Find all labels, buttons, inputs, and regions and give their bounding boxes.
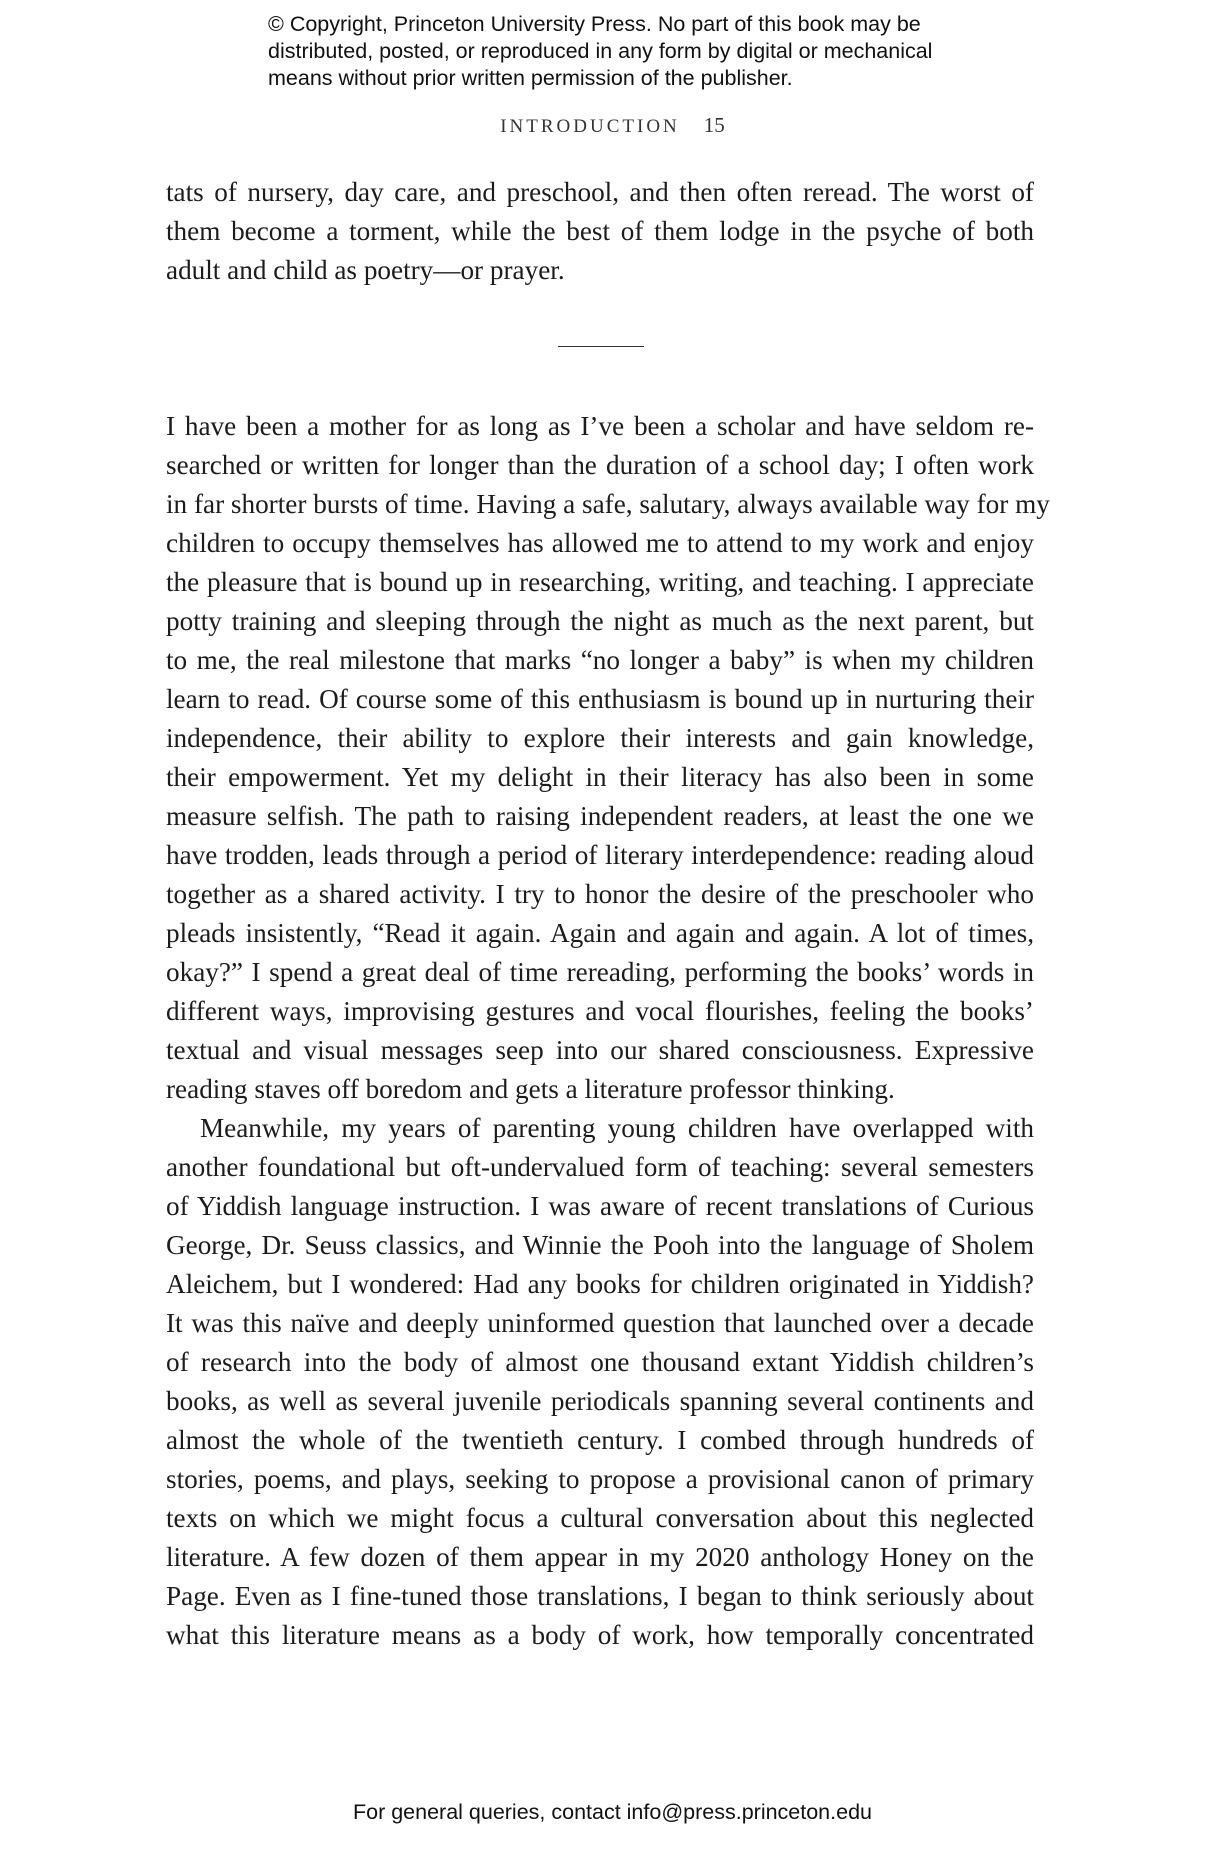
text-line: potty training and sleeping through the night as much as the next parent, but — [166, 606, 1034, 636]
text-line: okay?” I spend a great deal of time rereading, performing the books’ words in — [166, 957, 1034, 987]
text-line: the pleasure that is bound up in researching, writing, and teaching. I appreciate — [166, 567, 1034, 597]
text-line: literature. A few dozen of them appear in my 2020 anthology Honey on the — [166, 1542, 1034, 1572]
text-line: in far shorter bursts of time. Having a safe, salutary, always available way for my — [166, 489, 1050, 519]
text-line: books, as well as several juvenile periodicals spanning several continents and — [166, 1386, 1034, 1416]
copyright-line: © Copyright, Princeton University Press. No part of this book may be — [268, 12, 921, 36]
text-line: almost the whole of the twentieth century. I combed through hundreds of — [166, 1425, 1034, 1455]
running-head — [0, 113, 1225, 138]
page-number: 15 — [703, 113, 725, 137]
text-line: reading staves off boredom and gets a literature professor thinking. — [166, 1074, 895, 1104]
text-line: of research into the body of almost one thousand extant Yiddish children’s — [166, 1347, 1034, 1377]
footer-contact: For general queries, contact info@press.princeton.edu — [352, 1800, 872, 1824]
text-line: their empowerment. Yet my delight in their literacy has also been in some — [166, 762, 1034, 792]
body-text — [166, 407, 1050, 1655]
text-line: pleads insistently, “Read it again. Again and again and again. A lot of times, — [166, 918, 1034, 948]
text-line: what this literature means as a body of work, how temporally concentrated — [166, 1620, 1034, 1650]
text-line: measure selfish. The path to raising independent readers, at least the one we — [166, 801, 1034, 831]
text-line: I have been a mother for as long as I’ve been a scholar and have seldom re- — [166, 411, 1034, 441]
text-line: texts on which we might focus a cultural conversation about this neglected — [166, 1503, 1034, 1533]
text-line: different ways, improvising gestures and vocal flourishes, feeling the books’ — [166, 996, 1034, 1026]
text-line: children to occupy themselves has allowed me to attend to my work and enjoy — [166, 528, 1034, 558]
text-line: Aleichem, but I wondered: Had any books for children originated in Yiddish? — [166, 1269, 1034, 1299]
text-line: tats of nursery, day care, and preschool, and then often reread. The worst of — [166, 177, 1034, 207]
text-line: learn to read. Of course some of this enthusiasm is bound up in nurturing their — [166, 684, 1034, 714]
paragraph-continuation — [166, 173, 1034, 290]
text-line: them become a torment, while the best of them lodge in the psyche of both — [166, 216, 1034, 246]
running-head-title: INTRODUCTION — [500, 116, 680, 137]
text-line: It was this naïve and deeply uninformed question that launched over a decade — [166, 1308, 1034, 1338]
text-line: independence, their ability to explore their interests and gain knowledge, — [166, 723, 1034, 753]
text-line: another foundational but oft-undervalued form of teaching: several semesters — [166, 1152, 1034, 1182]
section-break-rule — [558, 346, 644, 347]
text-line: Page. Even as I fine-tuned those translations, I began to think seriously about — [166, 1581, 1034, 1611]
text-line: of Yiddish language instruction. I was aware of recent translations of Curious — [166, 1191, 1034, 1221]
copyright-line: distributed, posted, or reproduced in any form by digital or mechanical — [268, 39, 933, 63]
copyright-line: means without prior written permission of the publisher. — [268, 66, 793, 90]
text-line: together as a shared activity. I try to honor the desire of the preschooler who — [166, 879, 1034, 909]
text-line: George, Dr. Seuss classics, and Winnie the Pooh into the language of Sholem — [166, 1230, 1034, 1260]
text-line: Meanwhile, my years of parenting young children have overlapped with — [200, 1113, 1034, 1143]
text-line: adult and child as poetry—or prayer. — [166, 255, 565, 285]
text-line: searched or written for longer than the duration of a school day; I often work — [166, 450, 1034, 480]
text-line: to me, the real milestone that marks “no longer a baby” is when my children — [166, 645, 1034, 675]
text-line: stories, poems, and plays, seeking to propose a provisional canon of primary — [166, 1464, 1034, 1494]
text-line: have trodden, leads through a period of literary interdependence: reading aloud — [166, 840, 1034, 870]
copyright-notice — [268, 11, 1048, 92]
text-line: textual and visual messages seep into our shared consciousness. Expressive — [166, 1035, 1034, 1065]
